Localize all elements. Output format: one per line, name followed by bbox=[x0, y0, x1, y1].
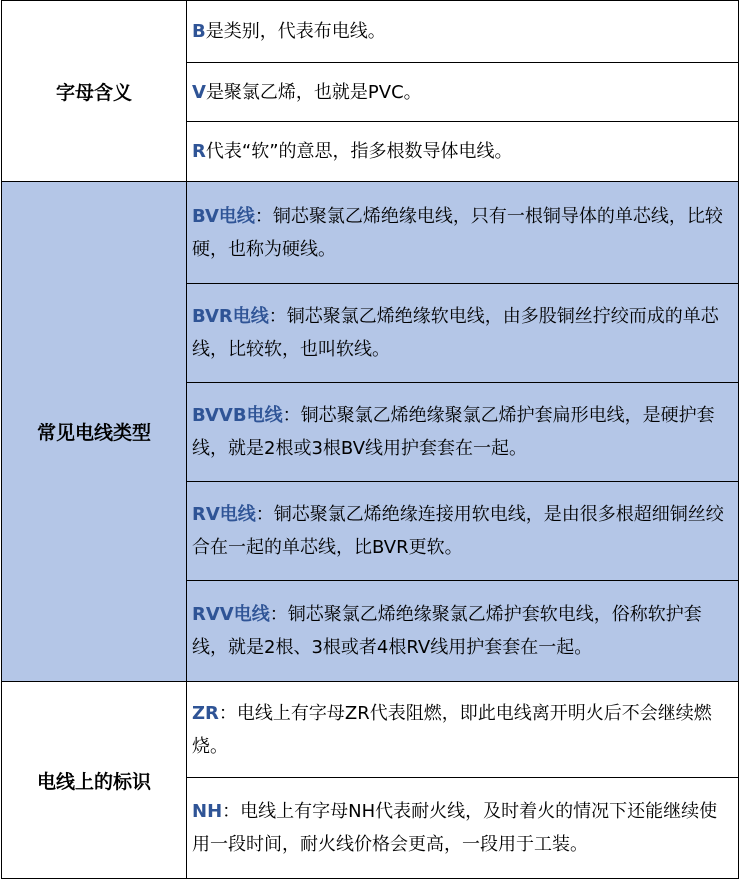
section-letter-meaning bbox=[2, 1, 739, 182]
table-cell bbox=[187, 778, 739, 879]
table-cell bbox=[187, 482, 739, 581]
code-term: V bbox=[192, 81, 206, 103]
description-text: ：铜芯聚氯乙烯绝缘连接用软电线，是由很多根超细铜丝绞合在一起的单芯线，比BVR更软。 bbox=[192, 504, 724, 558]
code-term: BV电线 bbox=[192, 205, 255, 227]
section-label: 字母含义 bbox=[2, 1, 187, 182]
wire-info-table bbox=[1, 0, 739, 879]
table-row bbox=[2, 1, 739, 63]
code-term: R bbox=[192, 141, 206, 162]
table-cell bbox=[187, 1, 739, 63]
section-wire-markings bbox=[2, 682, 739, 879]
section-label: 常见电线类型 bbox=[2, 182, 187, 682]
table-cell bbox=[187, 682, 739, 778]
table-cell bbox=[187, 383, 739, 482]
code-term: BVR电线 bbox=[192, 306, 269, 327]
table-cell bbox=[187, 581, 739, 682]
table-cell bbox=[187, 284, 739, 383]
code-term: ZR bbox=[192, 702, 219, 724]
description-text: ：电线上有字母ZR代表阻燃，即此电线离开明火后不会继续燃烧。 bbox=[192, 702, 712, 757]
description-text: ：铜芯聚氯乙烯绝缘聚氯乙烯护套扁形电线，是硬护套线，就是2根或3根BV线用护套套在一起。 bbox=[192, 405, 715, 459]
section-wire-types bbox=[2, 182, 739, 682]
description-text: ：铜芯聚氯乙烯绝缘软电线，由多股铜丝拧绞而成的单芯线，比较软，也叫软线。 bbox=[192, 306, 719, 360]
code-term: NH bbox=[192, 801, 223, 822]
table-cell bbox=[187, 122, 739, 182]
table-row bbox=[2, 182, 739, 284]
table-row bbox=[2, 682, 739, 778]
description-text: 是类别，代表布电线。 bbox=[205, 21, 386, 42]
description-text: ：铜芯聚氯乙烯绝缘电线，只有一根铜导体的单芯线，比较硬，也称为硬线。 bbox=[192, 205, 723, 260]
description-text: ：电线上有字母NH代表耐火线，及时着火的情况下还能继续使用一段时间，耐火线价格会更高，一段用于工装。 bbox=[192, 801, 718, 855]
code-term: RVV电线 bbox=[192, 604, 270, 625]
description-text: 是聚氯乙烯，也就是PVC。 bbox=[205, 81, 422, 103]
section-label: 电线上的标识 bbox=[2, 682, 187, 879]
code-term: RV电线 bbox=[192, 504, 256, 525]
code-term: BVVB电线 bbox=[192, 405, 283, 426]
table-cell bbox=[187, 63, 739, 122]
description-text: ：铜芯聚氯乙烯绝缘聚氯乙烯护套软电线，俗称软护套线，就是2根、3根或者4根RV线用护套套在一起。 bbox=[192, 604, 702, 658]
table-cell bbox=[187, 182, 739, 284]
code-term: B bbox=[192, 21, 206, 42]
description-text: 代表“软”的意思，指多根数导体电线。 bbox=[205, 141, 513, 162]
